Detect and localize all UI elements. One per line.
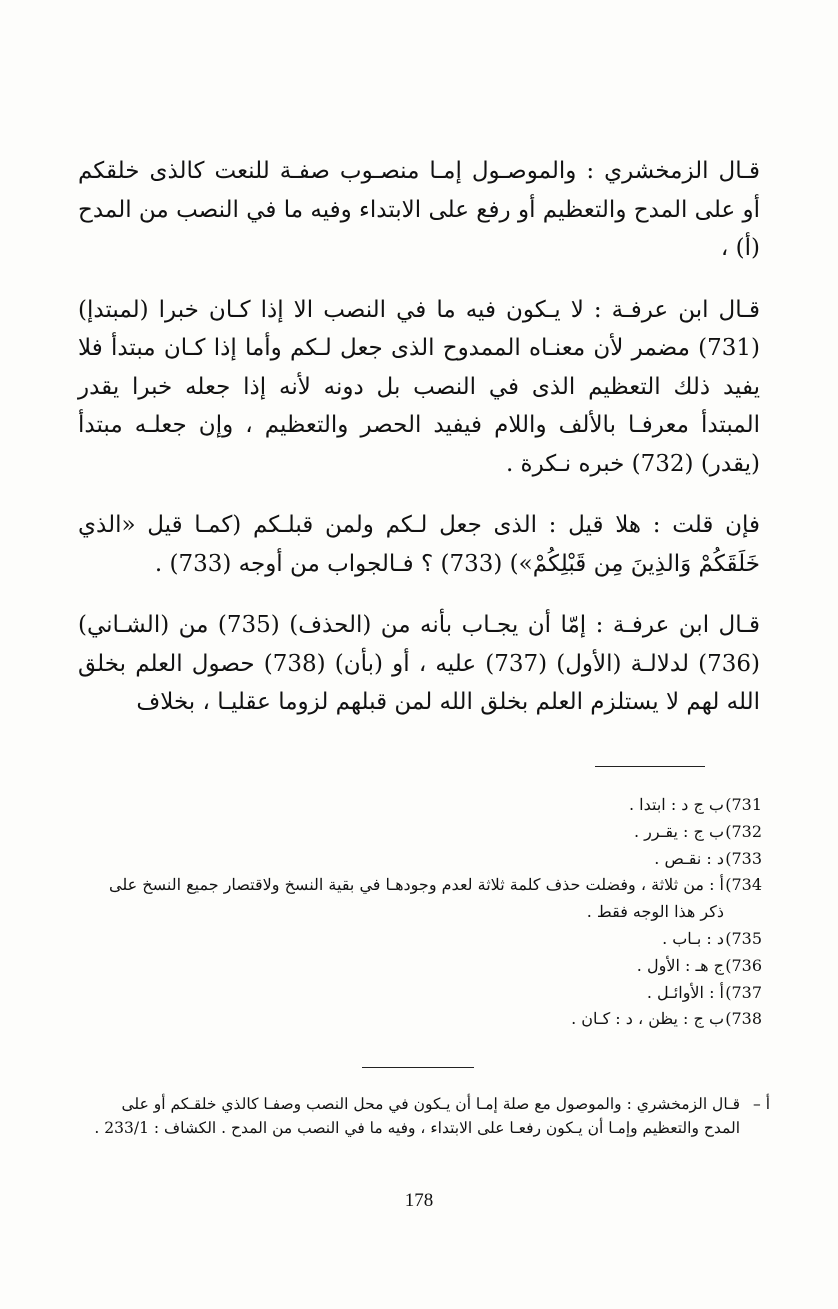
footnote-number: 732)	[725, 821, 762, 841]
footnote-number: 738)	[725, 1009, 762, 1029]
footnote-number: 731)	[725, 795, 762, 814]
editor-note-marker: أ –	[753, 1095, 770, 1113]
footnote-732	[90, 819, 762, 846]
footnotes	[90, 792, 762, 1033]
paragraph-ibn-arafa-2: قـال ابن عرفـة : إمّا أن يجـاب بأنه من (الحذف) (735) من (الشـاني) (736) لدلالـة (الأول) (737) عليه ، أو (بأن) (738) حصول العلم بخلق الله لهم لا يستلزم العلم بخلق الله لمن قبلهم لزوما عقليـا ، بخلاف	[78, 612, 760, 715]
footnote-number: 734)	[725, 875, 762, 895]
footnote-736	[90, 953, 762, 980]
footnote-735	[90, 926, 762, 953]
editor-note-text: قـال الزمخشري : والموصول مع صلة إمـا أن يـكون في محل النصب وصفـا كالذي خلقـكم أو على المدح والتعظيم وإمـا أن يـكون رفعـا على الابتداء ، وفيه ما في النصب من المدح . الكشاف : 233/1 .	[94, 1095, 740, 1137]
footnote-text: أ : من ثلاثة ، وفضلت حذف كلمة ثلاثة لعدم وجودهـا في بقية النسخ ولاقتصار جميع النسخ على ذكر هذا الوجه فقط .	[109, 875, 724, 922]
footnote-737	[90, 980, 762, 1007]
footnote-text: ب ج د : ابتدا .	[629, 795, 724, 814]
footnote-text: ب ج : يظن ، د : كـان .	[571, 1009, 724, 1029]
footnote-738	[90, 1006, 762, 1033]
footnote-number: 737)	[725, 982, 762, 1002]
footnote-734	[90, 872, 762, 926]
footnote-number: 733)	[725, 848, 762, 868]
footnote-text: ب ج : يقـرر .	[634, 821, 724, 841]
footnote-number: 736)	[725, 955, 762, 975]
paragraph-zamakhshari: قـال الزمخشري : والموصـول إمـا منصـوب صفـة للنعت كالذى خلقكم أو على المدح والتعظيم أو رفع على الابتداء وفيه ما في النصب من المدح (أ) ،	[78, 158, 760, 261]
paragraph-ibn-arafa-1: قـال ابن عرفـة : لا يـكون فيه ما في النصب الا إذا كـان خبرا (لمبتدإ) (731) مضمر لأن معنـاه الممدوح الذى جعل لـكم وأما إذا كـان مبتدأ فلا يفيد ذلك التعظيم الذى في النصب بل دونه لأنه إذا جعله خبرا يقدر المبتدأ معرفـا بالألف واللام فيفيد الحصر والتعظيم ، وإن جعلـه مبتدأ (يقدر) (732) خبره نـكرة .	[78, 296, 760, 477]
footnote-text: د : نقـص .	[654, 848, 724, 868]
footnote-divider	[595, 766, 705, 767]
editor-note-divider	[362, 1067, 474, 1068]
footnote-text: ج هـ : الأول .	[636, 955, 724, 975]
footnote-733	[90, 846, 762, 873]
footnote-text: أ : الأوائـل .	[646, 982, 724, 1002]
footnote-number: 735)	[725, 928, 762, 948]
main-text	[78, 152, 760, 722]
page-number: 178	[404, 1190, 434, 1211]
footnote-text: د : بـاب .	[662, 928, 724, 948]
paragraph-objection: فإن قلت : هلا قيل : الذى جعل لـكم ولمن قبلـكم (كمـا قيل «الذي خَلَقَكُمْ وَالذِينَ مِن قَبْلِكُمْ») (733) ؟ فـالجواب من أوجه (733) .	[78, 512, 760, 577]
footnote-731	[90, 792, 762, 819]
editor-note	[90, 1092, 770, 1140]
